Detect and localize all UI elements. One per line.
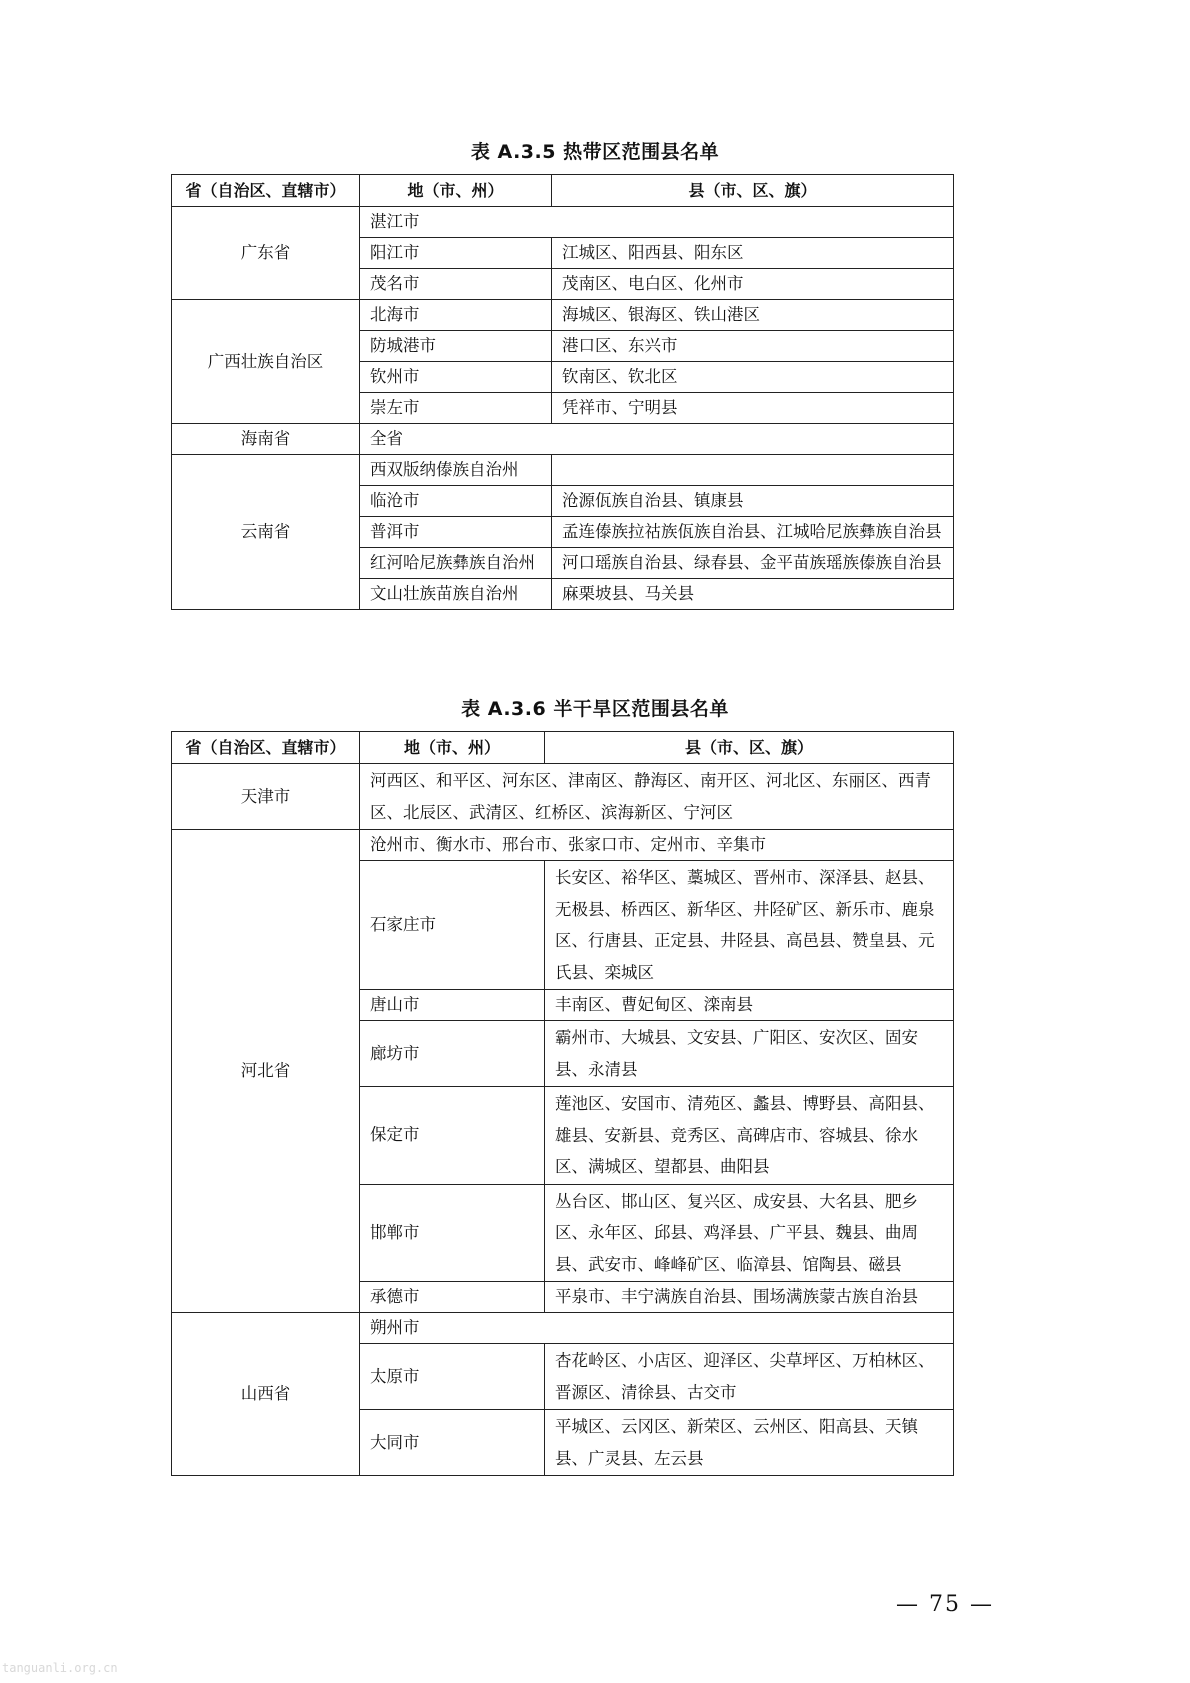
- county-cell: 沧源佤族自治县、镇康县: [552, 486, 954, 517]
- table-row: [172, 830, 954, 861]
- county-cell: 港口区、东兴市: [552, 331, 954, 362]
- city-cell: 邯郸市: [360, 1184, 545, 1282]
- city-cell: 钦州市: [360, 362, 552, 393]
- county-cell: 钦南区、钦北区: [552, 362, 954, 393]
- province-cell: 广东省: [172, 207, 360, 300]
- table2-title: 表 A.3.6 半干旱区范围县名单: [461, 698, 729, 720]
- province-cell: 山西省: [172, 1313, 360, 1476]
- table1: [171, 174, 954, 610]
- city-cell: 北海市: [360, 300, 552, 331]
- county-cell: 杏花岭区、小店区、迎泽区、尖草坪区、万柏林区、晋源区、清徐县、古交市: [545, 1344, 954, 1410]
- county-cell: 河口瑶族自治县、绿春县、金平苗族瑶族傣族自治县: [552, 548, 954, 579]
- county-cell: 丰南区、曹妃甸区、滦南县: [545, 990, 954, 1021]
- header-province: 省（自治区、直辖市）: [172, 175, 360, 207]
- city-cell: 石家庄市: [360, 861, 545, 990]
- city-cell: 茂名市: [360, 269, 552, 300]
- city-cell: 普洱市: [360, 517, 552, 548]
- city-cell: 太原市: [360, 1344, 545, 1410]
- county-cell: 麻栗坡县、马关县: [552, 579, 954, 610]
- county-cell: 长安区、裕华区、藁城区、晋州市、深泽县、赵县、无极县、桥西区、新华区、井陉矿区、新乐市、鹿泉区、行唐县、正定县、井陉县、高邑县、赞皇县、元氏县、栾城区: [545, 861, 954, 990]
- header-city: 地（市、州）: [360, 175, 552, 207]
- header-county: 县（市、区、旗）: [545, 732, 954, 764]
- province-cell: 天津市: [172, 764, 360, 830]
- table-row: [172, 300, 954, 331]
- city-cell: 廊坊市: [360, 1021, 545, 1087]
- city-cell: 大同市: [360, 1410, 545, 1476]
- county-cell: 平泉市、丰宁满族自治县、围场满族蒙古族自治县: [545, 1282, 954, 1313]
- table-row: [172, 424, 954, 455]
- city-cell: 全省: [360, 424, 954, 455]
- city-cell: 湛江市: [360, 207, 954, 238]
- province-cell: 云南省: [172, 455, 360, 610]
- county-cell: [552, 455, 954, 486]
- county-cell: 凭祥市、宁明县: [552, 393, 954, 424]
- table2: [171, 731, 954, 1476]
- county-cell: 海城区、银海区、铁山港区: [552, 300, 954, 331]
- city-cell: 文山壮族苗族自治州: [360, 579, 552, 610]
- city-cell: 西双版纳傣族自治州: [360, 455, 552, 486]
- city-cell: 朔州市: [360, 1313, 954, 1344]
- city-cell: 阳江市: [360, 238, 552, 269]
- city-cell: 承德市: [360, 1282, 545, 1313]
- header-county: 县（市、区、旗）: [552, 175, 954, 207]
- county-cell: 茂南区、电白区、化州市: [552, 269, 954, 300]
- province-cell: 海南省: [172, 424, 360, 455]
- city-cell: 防城港市: [360, 331, 552, 362]
- city-cell: 保定市: [360, 1087, 545, 1185]
- county-cell: 江城区、阳西县、阳东区: [552, 238, 954, 269]
- table-row: [172, 455, 954, 486]
- city-cell: 唐山市: [360, 990, 545, 1021]
- table-header-row: [172, 732, 954, 764]
- county-cell: 河西区、和平区、河东区、津南区、静海区、南开区、河北区、东丽区、西青区、北辰区、武清区、红桥区、滨海新区、宁河区: [360, 764, 954, 830]
- city-cell: 临沧市: [360, 486, 552, 517]
- watermark: tanguanli.org.cn: [2, 1661, 118, 1675]
- table-row: [172, 764, 954, 830]
- city-cell: 崇左市: [360, 393, 552, 424]
- city-cell: 红河哈尼族彝族自治州: [360, 548, 552, 579]
- county-cell: 孟连傣族拉祜族佤族自治县、江城哈尼族彝族自治县: [552, 517, 954, 548]
- county-cell: 平城区、云冈区、新荣区、云州区、阳高县、天镇县、广灵县、左云县: [545, 1410, 954, 1476]
- province-cell: 广西壮族自治区: [172, 300, 360, 424]
- table1-title: 表 A.3.5 热带区范围县名单: [470, 141, 720, 163]
- header-city: 地（市、州）: [360, 732, 545, 764]
- table-header-row: [172, 175, 954, 207]
- county-cell: 莲池区、安国市、清苑区、蠡县、博野县、高阳县、雄县、安新县、竞秀区、高碑店市、容城县、徐水区、满城区、望都县、曲阳县: [545, 1087, 954, 1185]
- page-number: — 75 —: [896, 1592, 994, 1617]
- province-cell: 河北省: [172, 830, 360, 1313]
- table-row: [172, 1313, 954, 1344]
- city-cell: 沧州市、衡水市、邢台市、张家口市、定州市、辛集市: [360, 830, 954, 861]
- county-cell: 丛台区、邯山区、复兴区、成安县、大名县、肥乡区、永年区、邱县、鸡泽县、广平县、魏县、曲周县、武安市、峰峰矿区、临漳县、馆陶县、磁县: [545, 1184, 954, 1282]
- table-row: [172, 207, 954, 238]
- county-cell: 霸州市、大城县、文安县、广阳区、安次区、固安县、永清县: [545, 1021, 954, 1087]
- header-province: 省（自治区、直辖市）: [172, 732, 360, 764]
